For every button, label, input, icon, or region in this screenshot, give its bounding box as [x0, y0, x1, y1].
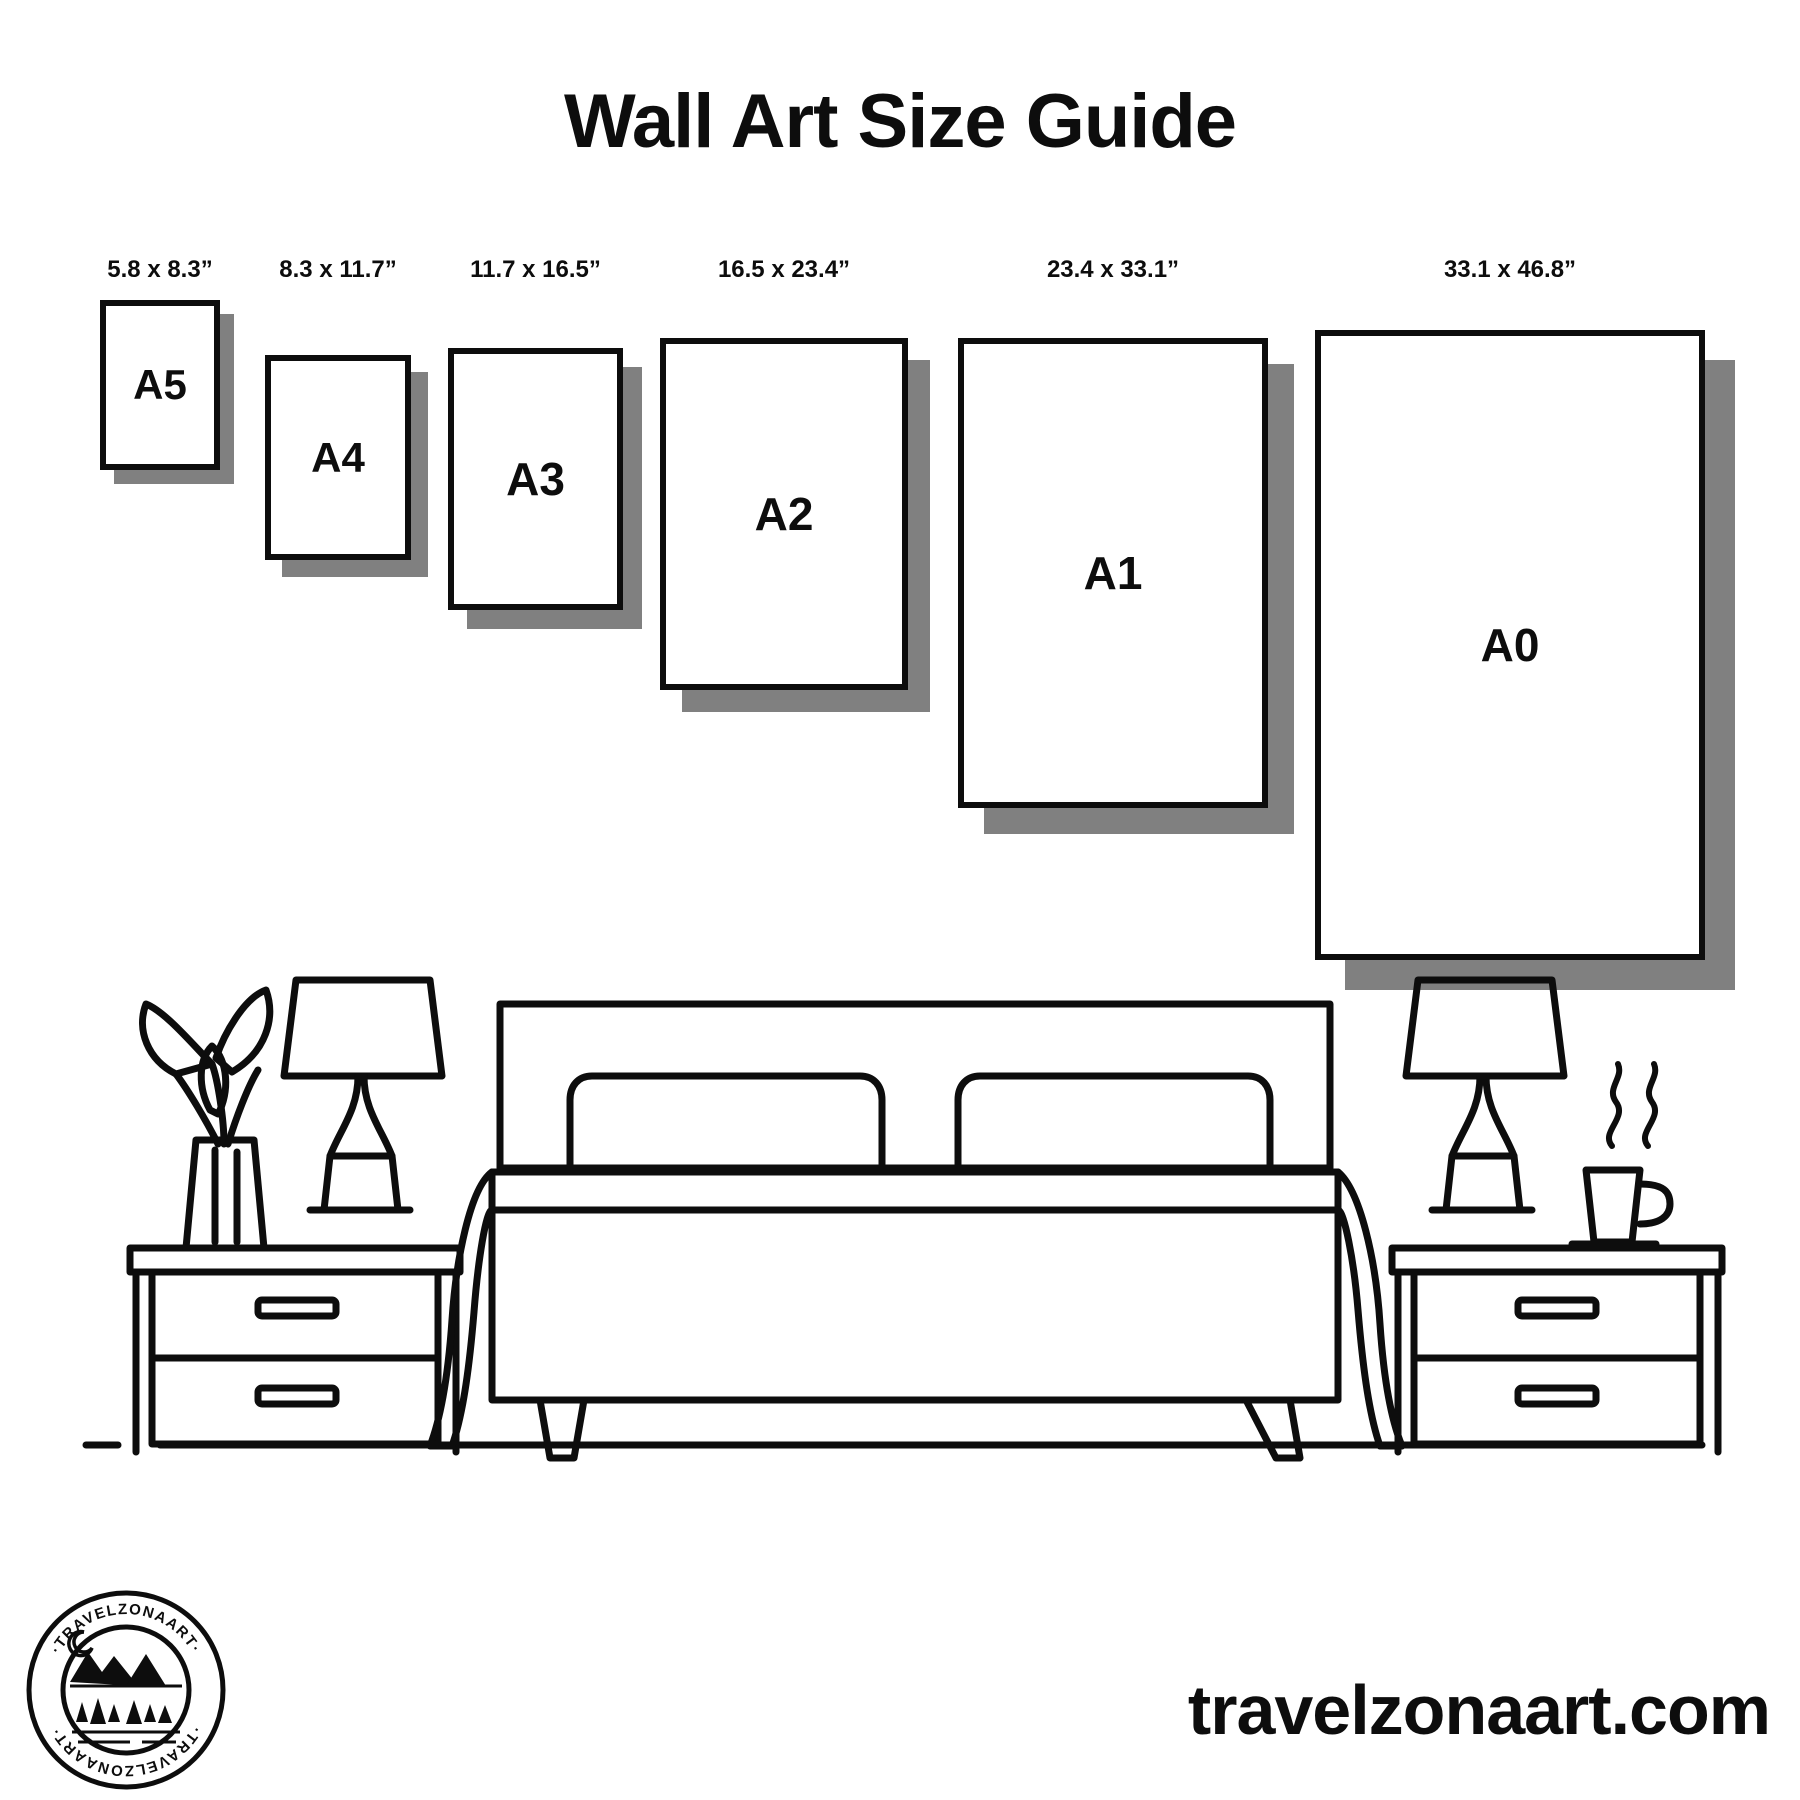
frame-box-a1[interactable]: [958, 338, 1268, 808]
frame-dimensions-a2: 16.5 x 23.4”: [717, 256, 851, 283]
frame-label-a0: A0: [1480, 619, 1540, 671]
frame-box-a3[interactable]: [448, 348, 623, 610]
frame-group-a5[interactable]: [100, 256, 220, 470]
table-lamp-right: [1406, 980, 1564, 1210]
frame-group-a1[interactable]: [958, 256, 1268, 808]
coffee-cup-icon: [1572, 1064, 1670, 1244]
frame-group-a4[interactable]: [265, 256, 411, 560]
frame-dimensions-a1: 23.4 x 33.1”: [1046, 256, 1180, 283]
frame-box-a0[interactable]: [1315, 330, 1705, 960]
frame-group-a3[interactable]: [448, 256, 623, 610]
nightstand-right: [1392, 1248, 1722, 1452]
frame-dimensions-a4: 8.3 x 11.7”: [279, 256, 397, 283]
table-lamp-left: [284, 980, 442, 1210]
bedroom-scene: [0, 960, 1800, 1520]
frame-label-a5: A5: [133, 361, 187, 408]
bed: [430, 1004, 1402, 1458]
frame-box-a4[interactable]: [265, 355, 411, 560]
frame-dimensions-a0: 33.1 x 46.8”: [1443, 256, 1577, 283]
frame-label-a3: A3: [506, 453, 565, 505]
frame-dimensions-a5: 5.8 x 8.3”: [107, 256, 213, 283]
frame-box-a5[interactable]: [100, 300, 220, 470]
nightstand-left: [130, 1248, 460, 1452]
site-url[interactable]: travelzonaart.com: [1187, 1671, 1770, 1749]
brand-logo-icon[interactable]: [26, 1590, 226, 1790]
frame-group-a2[interactable]: [660, 256, 908, 690]
frame-group-a0[interactable]: [1315, 256, 1705, 960]
frame-label-a1: A1: [1083, 547, 1143, 599]
vase-with-flowers: [143, 990, 270, 1248]
frame-box-a2[interactable]: [660, 338, 908, 690]
logo-text-top: ·TRAVELZONAART·: [47, 1600, 205, 1657]
logo-text-bottom: ·TRAVELZONAART·: [47, 1723, 205, 1780]
frame-dimensions-a3: 11.7 x 16.5”: [470, 256, 601, 283]
frame-label-a4: A4: [311, 433, 365, 481]
page-title: Wall Art Size Guide: [563, 79, 1237, 164]
frame-label-a2: A2: [754, 488, 814, 540]
